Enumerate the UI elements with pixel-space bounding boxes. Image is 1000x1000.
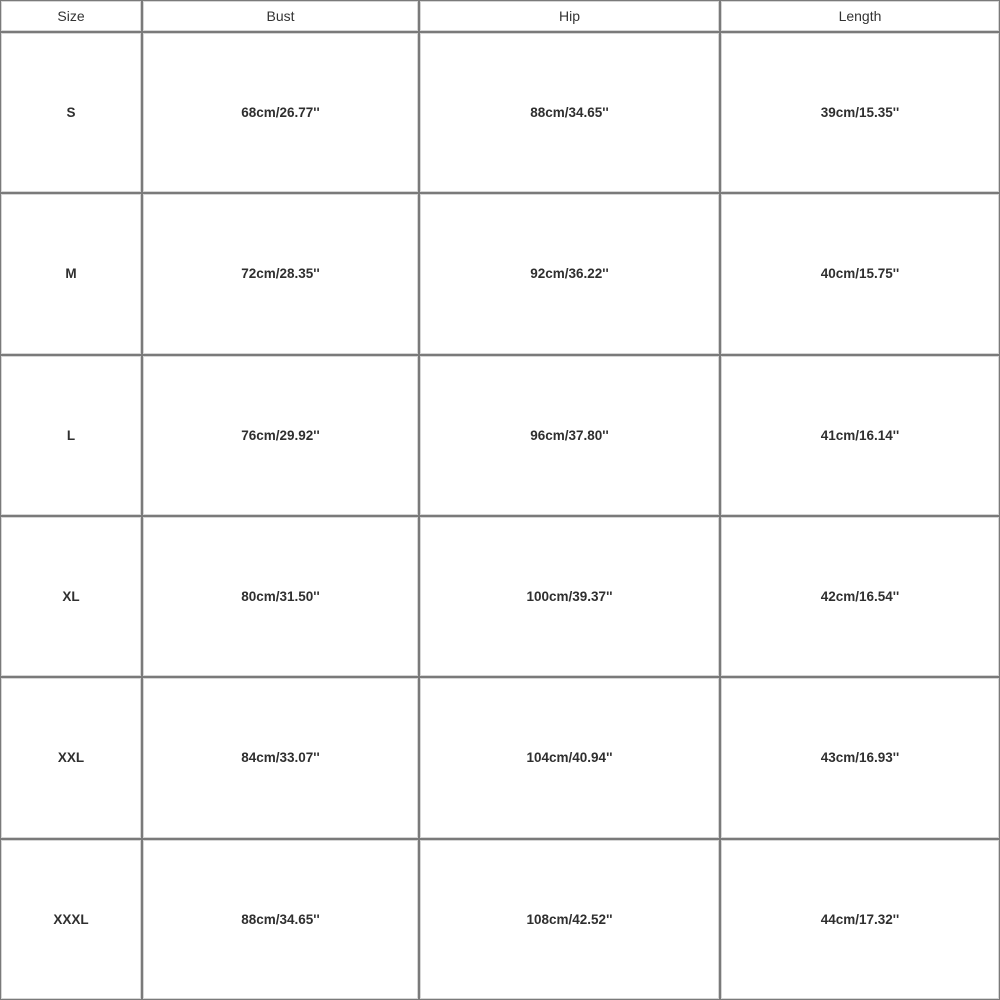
- length-cell: 43cm/16.93'': [720, 677, 1000, 838]
- hip-cell: 100cm/39.37'': [419, 516, 720, 677]
- size-cell: XL: [0, 516, 142, 677]
- size-cell: M: [0, 193, 142, 354]
- length-cell: 39cm/15.35'': [720, 32, 1000, 193]
- table-row: [0, 677, 1000, 838]
- table-header: [0, 0, 1000, 32]
- length-cell: 40cm/15.75'': [720, 193, 1000, 354]
- size-cell: S: [0, 32, 142, 193]
- bust-cell: 88cm/34.65'': [142, 839, 419, 1000]
- header-length: Length: [720, 0, 1000, 32]
- length-cell: 42cm/16.54'': [720, 516, 1000, 677]
- hip-cell: 96cm/37.80'': [419, 355, 720, 516]
- hip-cell: 88cm/34.65'': [419, 32, 720, 193]
- hip-cell: 108cm/42.52'': [419, 839, 720, 1000]
- hip-cell: 92cm/36.22'': [419, 193, 720, 354]
- size-cell: XXL: [0, 677, 142, 838]
- header-hip: Hip: [419, 0, 720, 32]
- header-row: [0, 0, 1000, 32]
- table-row: [0, 193, 1000, 354]
- hip-cell: 104cm/40.94'': [419, 677, 720, 838]
- length-cell: 44cm/17.32'': [720, 839, 1000, 1000]
- table-row: [0, 32, 1000, 193]
- bust-cell: 76cm/29.92'': [142, 355, 419, 516]
- bust-cell: 72cm/28.35'': [142, 193, 419, 354]
- bust-cell: 84cm/33.07'': [142, 677, 419, 838]
- header-size: Size: [0, 0, 142, 32]
- size-cell: L: [0, 355, 142, 516]
- table-row: [0, 516, 1000, 677]
- bust-cell: 68cm/26.77'': [142, 32, 419, 193]
- bust-cell: 80cm/31.50'': [142, 516, 419, 677]
- table-body: [0, 32, 1000, 1000]
- table-row: [0, 355, 1000, 516]
- table-row: [0, 839, 1000, 1000]
- header-bust: Bust: [142, 0, 419, 32]
- length-cell: 41cm/16.14'': [720, 355, 1000, 516]
- size-cell: XXXL: [0, 839, 142, 1000]
